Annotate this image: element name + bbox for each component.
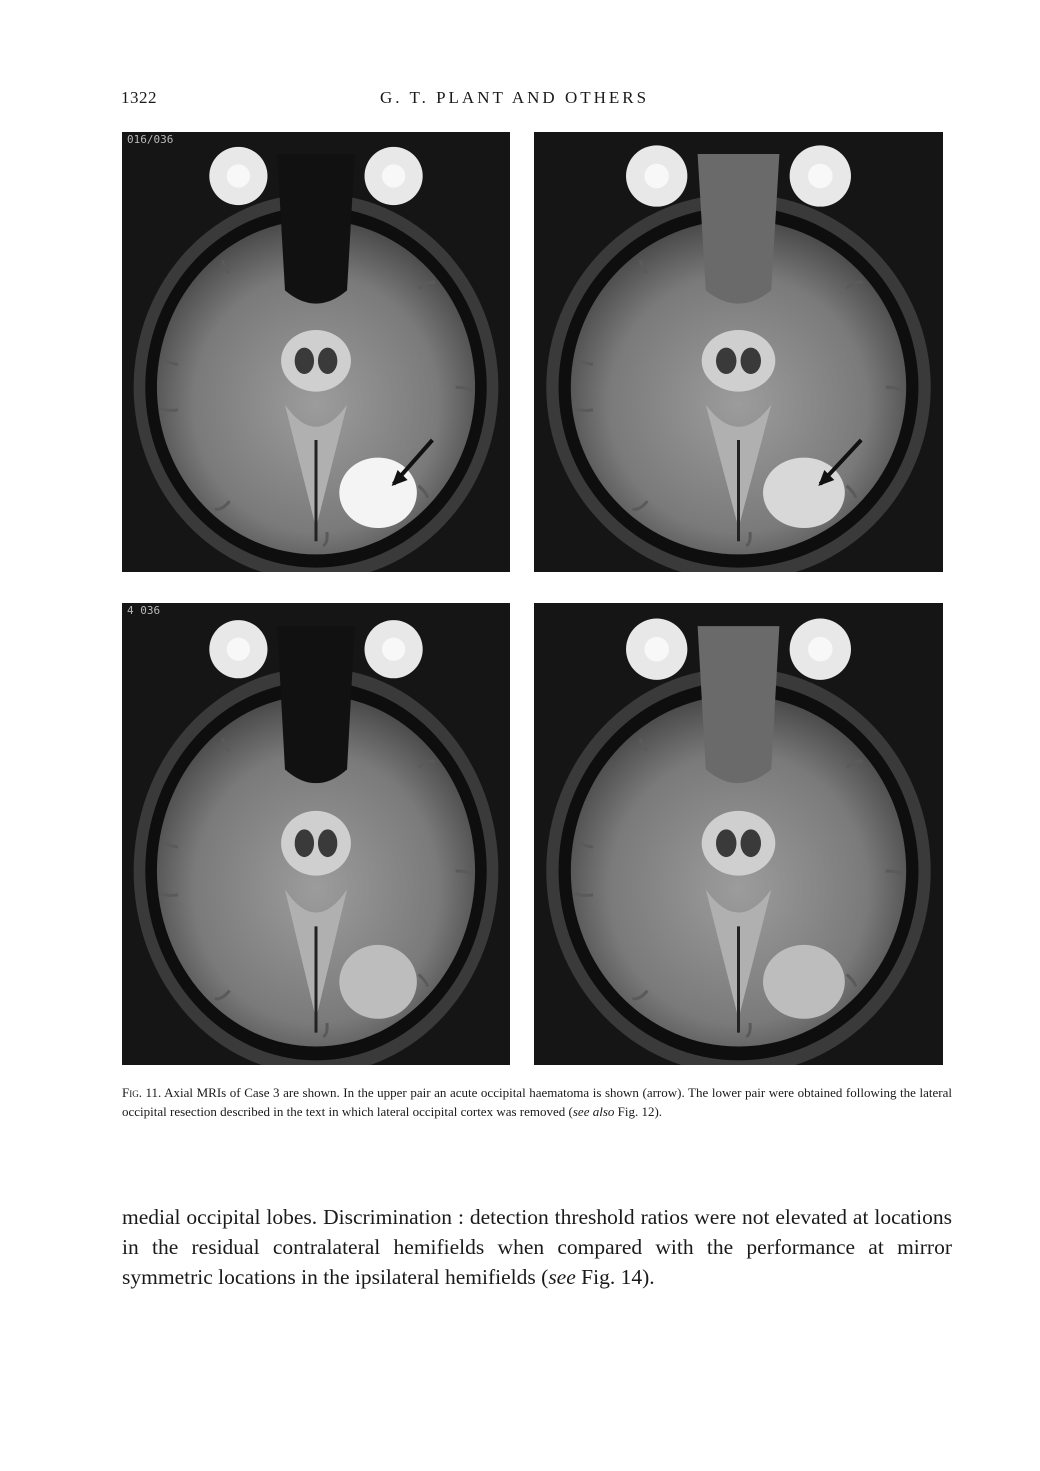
mri-panel-lower-left <box>122 603 510 1065</box>
caption-label: Fig. 11. <box>122 1085 162 1100</box>
body-text-end: Fig. 14). <box>575 1265 655 1289</box>
mri-image <box>122 132 510 572</box>
page-number: 1322 <box>121 88 157 107</box>
body-see: see <box>548 1265 576 1289</box>
figure-caption <box>122 1083 952 1121</box>
panel-corner-label: 4 036 <box>127 604 161 617</box>
mri-image <box>122 603 510 1065</box>
occipital-lesion <box>763 945 845 1019</box>
body-text: medial occipital lobes. Discrimination : detection threshold ratios were not elevated at locations in the residual contralateral hemifields when compared with the performance at mirror symmetric locations in the ipsilateral hemifields ( <box>122 1205 952 1289</box>
caption-see-also: see also <box>572 1104 615 1119</box>
panel-corner-label: 016/036 <box>127 133 174 146</box>
caption-text-end: Fig. 12). <box>614 1104 663 1119</box>
mri-panel-upper-right <box>534 132 943 572</box>
caption-text: Axial MRIs of Case 3 are shown. In the upper pair an acute occipital haematoma is shown (arrow). The lower pair were obtained following the lateral occipital resection described in the text in which lateral occipital cortex was removed ( <box>122 1085 952 1119</box>
mri-image <box>534 132 943 572</box>
mri-image <box>534 603 943 1065</box>
running-head: G. T. PLANT AND OTHERS <box>380 88 650 107</box>
mri-panel-upper-left <box>122 132 510 572</box>
body-paragraph <box>122 1202 952 1292</box>
occipital-lesion <box>339 945 417 1019</box>
mri-panel-lower-right <box>534 603 943 1065</box>
